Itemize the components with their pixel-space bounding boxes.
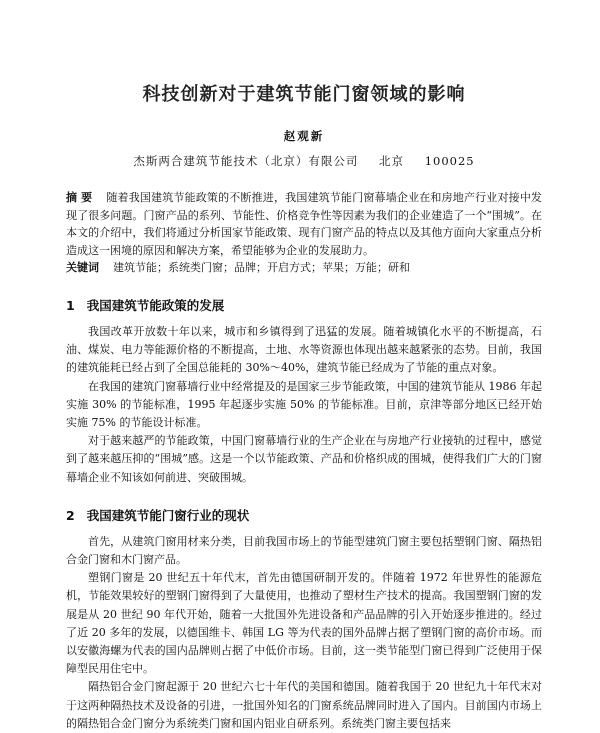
abstract	[66, 189, 542, 259]
section-heading	[66, 506, 542, 524]
paragraph: 首先，从建筑门窗用材来分类，目前我国市场上的节能型建筑门窗主要包括塑钢门窗、隔热铝合金门窗和木门窗产品。	[66, 534, 542, 566]
keywords	[66, 259, 542, 277]
paragraph: 我国改革开放数十年以来，城市和乡镇得到了迅猛的发展。随着城镇化水平的不断提高，石油、煤炭、电力等能源价格的不断提高，土地、水等资源也体现出越来越紧张的态势。目前，我国的建筑能耗已经占到了全国总能耗的 30%～40%，建筑节能已经成为了节能的重点对象。	[66, 324, 542, 375]
keywords-text: 建筑节能；系统类门窗；品牌；开启方式；苹果；万能；研和	[113, 261, 410, 275]
paragraph: 隔热铝合金门窗起源于 20 世纪六七十年代的美国和德国。随着我国于 20 世纪九十年代末对于这两种隔热技术及设备的引进，一批国外知名的门窗系统品牌同时进入了国内。目前国内市场上的隔热铝合金门窗分为系统类门窗和国内铝业自研系列。系统类门窗主要包括来	[66, 680, 542, 730]
affiliation-postcode: 100025	[424, 154, 475, 168]
paper-title: 科技创新对于建筑节能门窗领域的影响	[142, 84, 466, 105]
section-number: 2	[66, 507, 75, 523]
affiliation-company: 杰斯两合建筑节能技术（北京）有限公司	[133, 154, 359, 168]
section-title: 我国建筑节能政策的发展	[86, 297, 225, 313]
abstract-text: 随着我国建筑节能政策的不断推进，我国建筑节能门窗幕墙企业在和房地产行业对接中发现了很多问题。门窗产品的系列、节能性、价格竞争性等因素为我们的企业建造了一个“围城”。在本文的介绍中，我们将通过分析国家节能政策、现有门窗产品的特点以及其他方面向大家重点分析造成这一困境的原因和解决方案，希望能够为企业的发展助力。	[66, 191, 543, 257]
section-number: 1	[66, 297, 75, 313]
section-heading	[66, 296, 542, 314]
affiliation	[66, 153, 542, 169]
keywords-label: 关键词	[66, 261, 99, 275]
abstract-label: 摘要	[66, 191, 97, 204]
section-title: 我国建筑节能门窗行业的现状	[86, 507, 250, 523]
affiliation-city: 北京	[379, 154, 405, 168]
paragraph: 对于越来越严的节能政策，中国门窗幕墙行业的生产企业在与房地产行业接轨的过程中，感觉到了越来越压抑的“围城”感。这是一个以节能政策、产品和价格织成的围城，使得我们广大的门窗幕墙企业不知该如何前进、突破围城。	[66, 434, 542, 484]
paragraph: 塑钢门窗是 20 世纪五十年代末，首先由德国研制开发的。伴随着 1972 年世界性的能源危机，节能效果较好的塑钢门窗得到了大量使用，也推动了塑材生产技术的提高。我国塑钢门窗的发展是从 20 世纪 90 年代开始，随着一大批国外先进设备和产品品牌的引入开始逐步推进的。经过了近 20 多年的发展，以德国维卡、韩国 LG 等为代表的国外品牌占据了塑钢门窗的高价市场。而以安徽海螺为代表的国内品牌则占据了中低价市场。目前，这一类节能型门窗已得到广泛使用于保障型民用住宅中。	[66, 571, 542, 676]
author-name: 赵观新	[283, 129, 325, 143]
paragraph: 在我国的建筑门窗幕墙行业中经常提及的是国家三步节能政策，中国的建筑节能从 1986 年起实施 30% 的节能标准，1995 年起逐步实施 50% 的节能标准。目前，京津等部分地区已经开始实施 75% 的节能设计标准。	[66, 379, 542, 429]
